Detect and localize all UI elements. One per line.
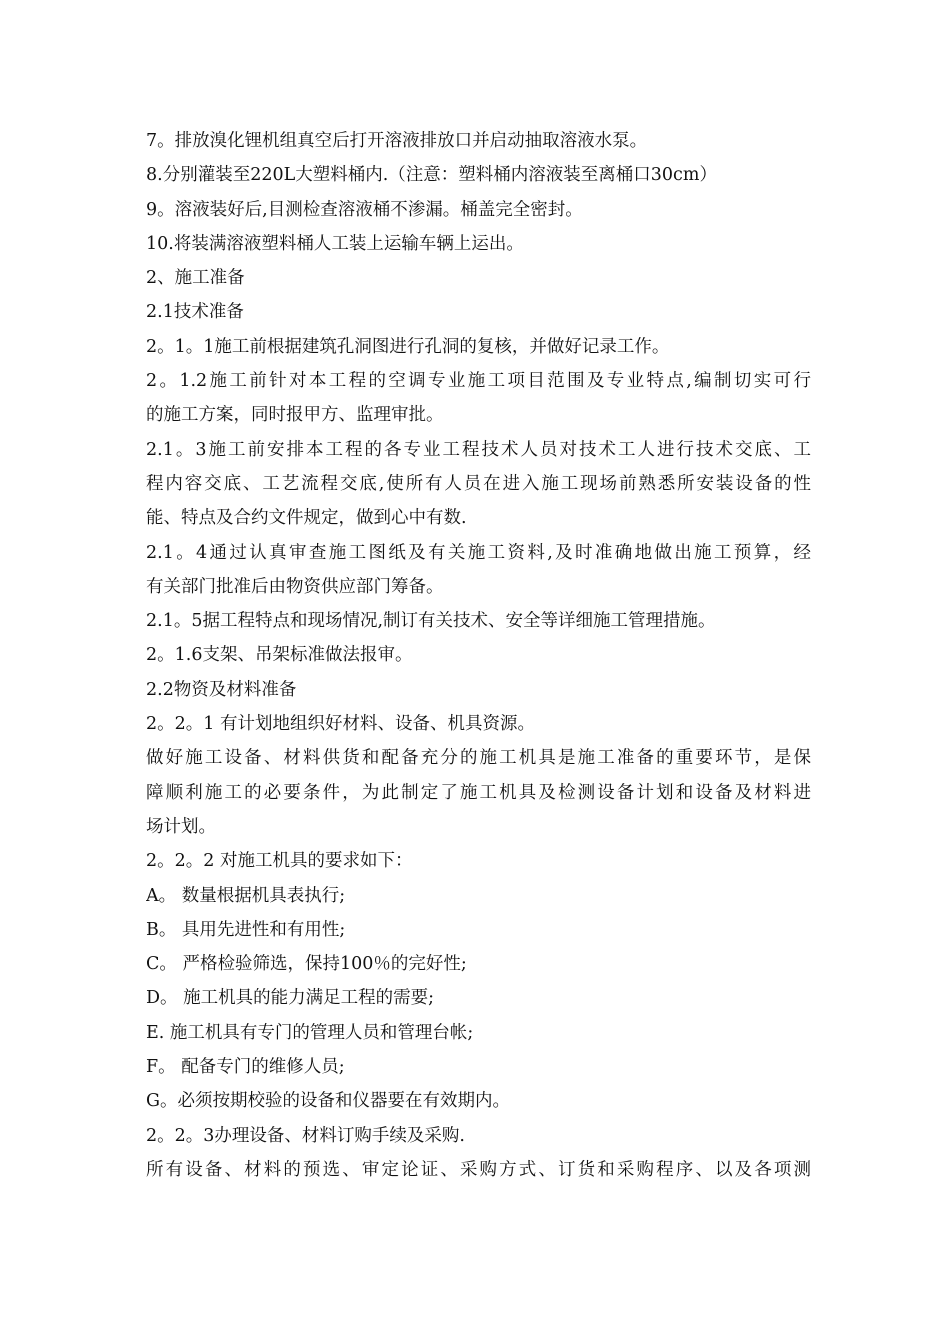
text-line: B。 具用先进性和有用性;	[146, 919, 346, 940]
text-line: 2。2。1 有计划地组织好材料、设备、机具资源。	[146, 714, 535, 735]
text-line: 2。2。3办理设备、材料订购手续及采购.	[146, 1125, 465, 1146]
text-line: E. 施工机具有专门的管理人员和管理台帐;	[146, 1022, 474, 1043]
text-line: F。 配备专门的维修人员;	[146, 1057, 345, 1078]
text-line: 2。1.2施工前针对本工程的空调专业施工项目范围及专业特点,编制切实可行	[146, 371, 811, 392]
text-line: 2.1。3施工前安排本工程的各专业工程技术人员对技术工人进行技术交底、工	[146, 439, 811, 460]
text-line: A。 数量根据机具表执行;	[146, 885, 346, 906]
text-line: G。必须按期校验的设备和仪器要在有效期内。	[146, 1091, 510, 1112]
text-line: 10.将装满溶液塑料桶人工装上运输车辆上运出。	[146, 233, 524, 254]
text-line: 2。2。2 对施工机具的要求如下：	[146, 851, 413, 872]
text-line: 2、施工准备	[146, 268, 245, 289]
text-line: 8.分别灌装至220L大塑料桶内.（注意：塑料桶内溶液装至离桶口30cm）	[146, 165, 717, 186]
text-line: 程内容交底、工艺流程交底,使所有人员在进入施工现场前熟悉所安装设备的性	[146, 473, 811, 494]
text-line: 有关部门批准后由物资供应部门筹备。	[146, 576, 444, 597]
text-line: 所有设备、材料的预选、审定论证、采购方式、订货和采购程序、以及各项测	[146, 1159, 811, 1180]
text-line: 做好施工设备、材料供货和配备充分的施工机具是施工准备的重要环节，是保	[146, 748, 811, 769]
text-line: 场计划。	[146, 816, 216, 837]
text-line: 能、特点及合约文件规定，做到心中有数.	[146, 508, 467, 529]
document-body	[146, 124, 811, 1187]
text-line: 2.1。5据工程特点和现场情况,制订有关技术、安全等详细施工管理措施。	[146, 611, 716, 632]
text-line: D。 施工机具的能力满足工程的需要;	[146, 988, 434, 1009]
text-line: C。 严格检验筛选，保持100％的完好性;	[146, 954, 467, 975]
text-line: 2.1。4通过认真审查施工图纸及有关施工资料,及时准确地做出施工预算，经	[146, 542, 811, 563]
text-line: 2。1。1施工前根据建筑孔洞图进行孔洞的复核，并做好记录工作。	[146, 336, 670, 357]
text-line: 7。排放溴化锂机组真空后打开溶液排放口并启动抽取溶液水泵。	[146, 131, 648, 151]
text-line: 障顺利施工的必要条件，为此制定了施工机具及检测设备计划和设备及材料进	[146, 782, 811, 803]
text-line: 9。溶液装好后,目测检查溶液桶不渗漏。桶盖完全密封。	[146, 199, 583, 220]
text-line: 的施工方案，同时报甲方、监理审批。	[146, 405, 444, 426]
text-line: 2。1.6支架、吊架标准做法报审。	[146, 645, 413, 666]
text-line: 2.1技术准备	[146, 302, 244, 323]
text-line: 2.2物资及材料准备	[146, 679, 297, 700]
